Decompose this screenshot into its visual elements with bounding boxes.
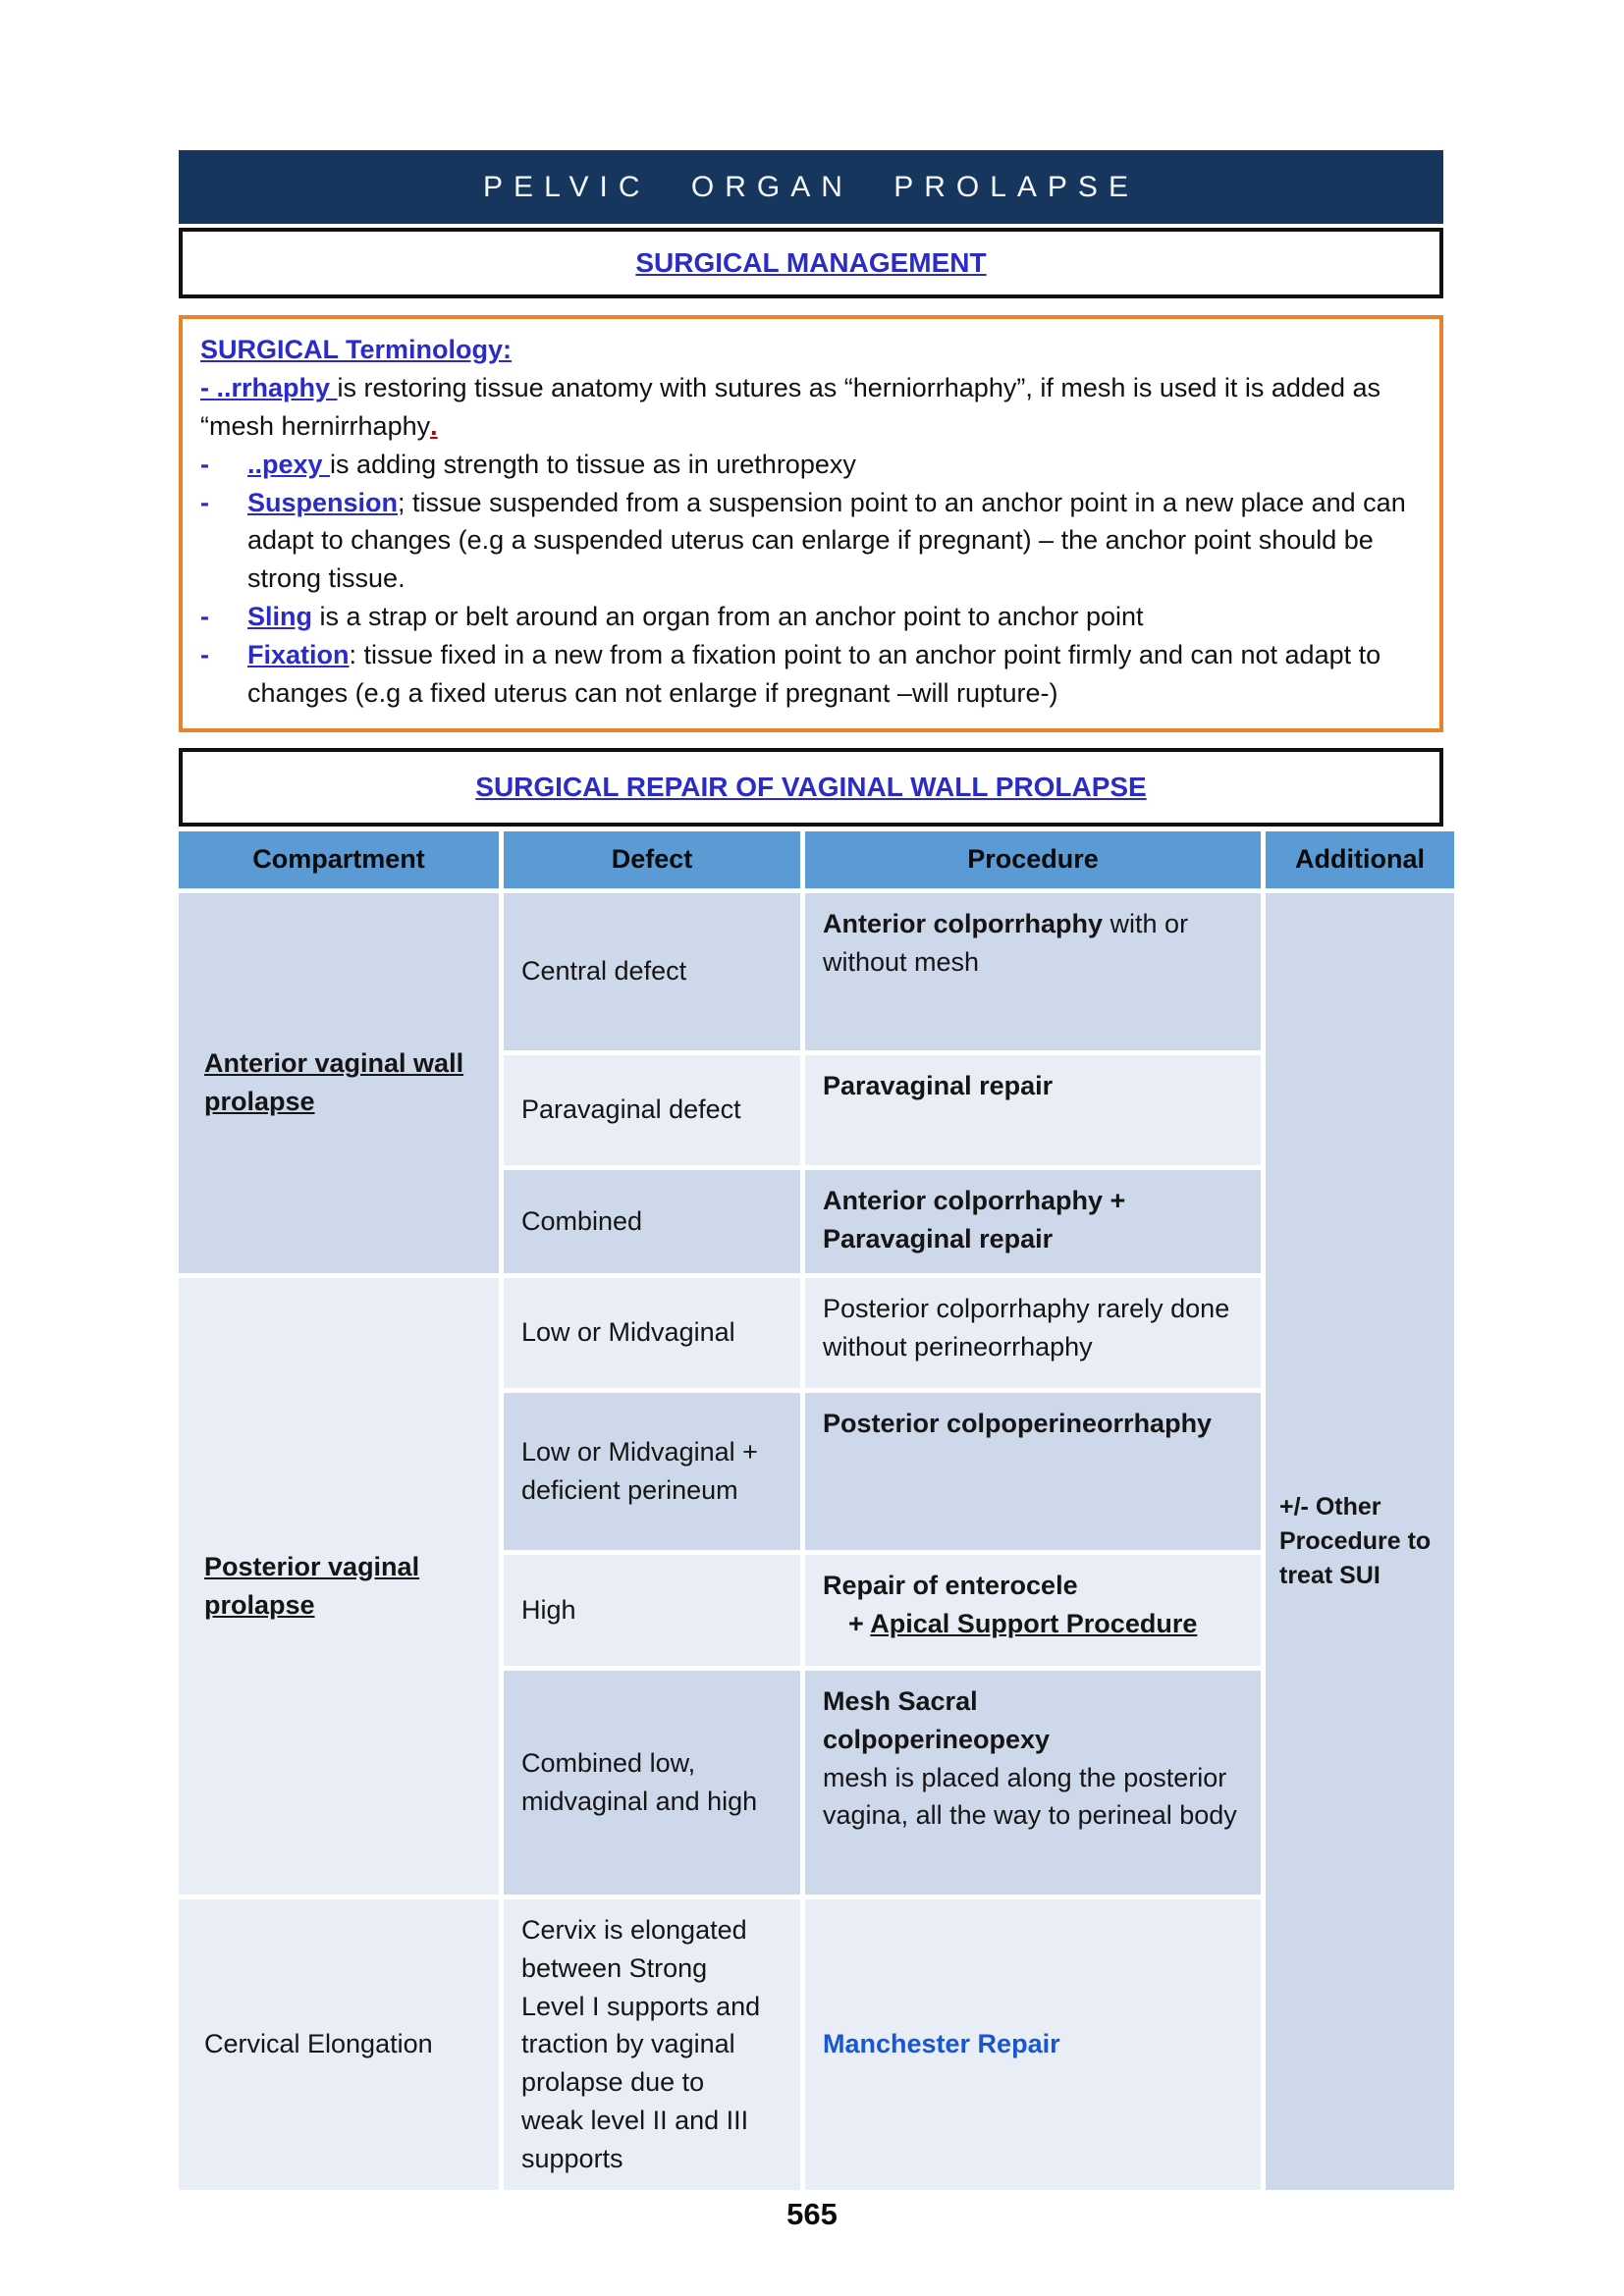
bullet-dash: - (200, 487, 209, 517)
term-text: ; tissue suspended from a suspension point to an anchor point in a new place and can adapt to changes (e.g a suspended uterus can enlarge if pregnant) – the anchor point should be strong tissue. (247, 487, 1406, 594)
defect-cell: Low or Midvaginal + deficient perineum (504, 1393, 800, 1550)
terminology-heading: SURGICAL Terminology: (200, 335, 513, 364)
terminology-item-fixation: - Fixation: tissue fixed in a new from a fixation point to an anchor point firmly and can not adapt to changes (e.g a fixed uterus can not enlarge if pregnant –will rupture-) (200, 636, 1422, 713)
table-header-row (179, 831, 1454, 888)
term-text: is restoring tissue anatomy with sutures as “herniorrhaphy”, if mesh is used it is added as “mesh hernirrhaphy (200, 372, 1381, 441)
term-text: is a strap or belt around an organ from an anchor point to anchor point (312, 602, 1144, 632)
manchester-repair-label: Manchester Repair (823, 2029, 1060, 2059)
col-header-defect: Defect (504, 831, 800, 888)
col-header-additional: Additional (1266, 831, 1454, 888)
bullet-dash: - (200, 640, 209, 669)
procedure-cell: Paravaginal repair (805, 1055, 1261, 1165)
defect-cell: Combined low, midvaginal and high (504, 1671, 800, 1895)
defect-cell: Central defect (504, 893, 800, 1050)
terminology-item-rrhaphy: - ..rrhaphy is restoring tissue anatomy with sutures as “herniorrhaphy”, if mesh is used it is added as “mesh hernirrhaphy. (200, 372, 1381, 441)
col-header-procedure: Procedure (805, 831, 1261, 888)
page-title: PELVIC ORGAN PROLAPSE (483, 170, 1139, 203)
additional-cell: +/- Other Procedure to treat SUI (1266, 893, 1454, 2190)
compartment-label: Cervical Elongation (204, 2029, 433, 2059)
page-number: 565 (786, 2197, 838, 2231)
defect-cell: Paravaginal defect (504, 1055, 800, 1165)
procedure-cell (805, 1899, 1261, 2190)
defect-cell: Low or Midvaginal (504, 1278, 800, 1388)
procedure-cell: Anterior colporrhaphy + Paravaginal repair (805, 1170, 1261, 1273)
bullet-dash: - (200, 449, 209, 479)
table-row (179, 1899, 1454, 2190)
defect-cell: Combined (504, 1170, 800, 1273)
term-text: : tissue fixed in a new from a fixation point to an anchor point firmly and can not adapt to changes (e.g a fixed uterus can not enlarge if pregnant –will rupture-) (247, 640, 1381, 708)
compartment-label: Posterior vaginal prolapse (204, 1551, 420, 1620)
compartment-posterior-cell (179, 1278, 499, 1895)
bullet-dash: - (200, 602, 209, 632)
col-header-compartment: Compartment (179, 831, 499, 888)
defect-cell: Cervix is elongated between Strong Level I supports and traction by vaginal prolapse due to weak level II and III supports (504, 1899, 800, 2190)
terminology-item-pexy: - ..pexy is adding strength to tissue as in urethropexy (200, 446, 1422, 484)
table-title-box (179, 748, 1443, 827)
surgical-management-box (179, 228, 1443, 298)
table-title: SURGICAL REPAIR OF VAGINAL WALL PROLAPSE (475, 771, 1147, 802)
table-row (179, 1278, 1454, 1388)
compartment-label: Anterior vaginal wall prolapse (204, 1048, 464, 1117)
table-row (179, 893, 1454, 1050)
terminology-item-sling: - Sling is a strap or belt around an organ from an anchor point to anchor point (200, 598, 1422, 636)
document-page (179, 0, 1443, 2195)
compartment-anterior-cell (179, 893, 499, 1273)
procedure-cell: Anterior colporrhaphy with or without mesh (805, 893, 1261, 1050)
procedure-note: mesh is placed along the posterior vagina, all the way to perineal body (823, 1762, 1237, 1831)
term-text: is adding strength to tissue as in urethropexy (330, 449, 856, 479)
procedure-cell: Posterior colpoperineorrhaphy (805, 1393, 1261, 1550)
compartment-cervical-cell (179, 1899, 499, 2190)
defect-cell: High (504, 1555, 800, 1666)
term-tail: . (430, 410, 438, 441)
repair-table (174, 827, 1459, 2195)
terminology-item-suspension: - Suspension; tissue suspended from a suspension point to an anchor point in a new place and can adapt to changes (e.g a suspended uterus can enlarge if pregnant) – the anchor point should be strong tissue. (200, 484, 1422, 599)
document-title-bar (179, 150, 1443, 224)
section-title: SURGICAL MANAGEMENT (635, 247, 987, 278)
procedure-cell: Posterior colporrhaphy rarely done without perineorrhaphy (805, 1278, 1261, 1388)
terminology-box (179, 315, 1443, 732)
procedure-cell: Mesh Sacral colpoperineopexy mesh is placed along the posterior vagina, all the way to perineal body (805, 1671, 1261, 1895)
procedure-cell: Repair of enterocele + Apical Support Procedure (805, 1555, 1261, 1666)
